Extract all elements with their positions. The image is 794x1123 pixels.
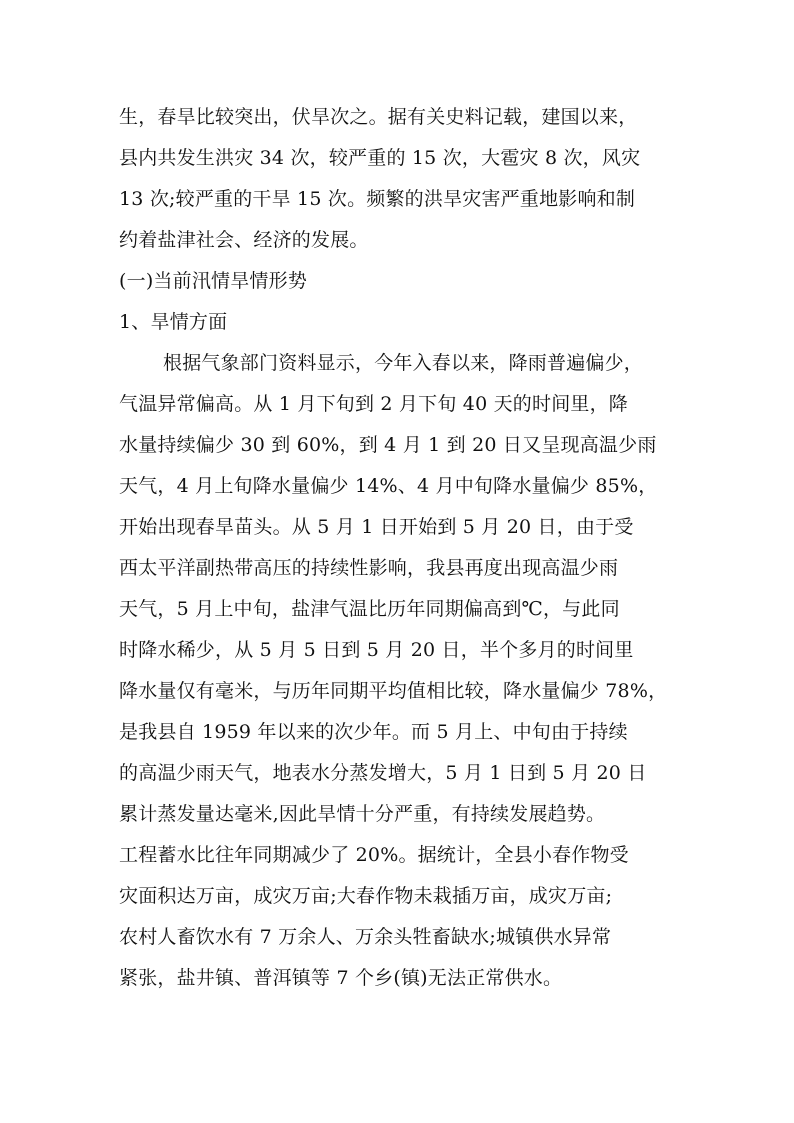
paragraph-line: 紧张，盐井镇、普洱镇等 7 个乡(镇)无法正常供水。 — [119, 967, 563, 989]
paragraph-line: 累计蒸发量达毫米,因此旱情十分严重，有持续发展趋势。 — [119, 803, 606, 825]
paragraph-line: 13 次;较严重的干旱 15 次。频繁的洪旱灾害严重地影响和制 — [119, 188, 636, 210]
document-body — [119, 97, 685, 999]
subsection-heading: 1、旱情方面 — [119, 311, 228, 333]
paragraph-line: 县内共发生洪灾 34 次，较严重的 15 次，大雹灾 8 次，风灾 — [119, 147, 641, 169]
paragraph-line: 约着盐津社会、经济的发展。 — [119, 229, 369, 251]
section-heading: (一)当前汛情旱情形势 — [119, 270, 308, 292]
paragraph-line: 的高温少雨天气，地表水分蒸发增大，5 月 1 日到 5 月 20 日 — [119, 762, 647, 784]
paragraph-line: 时降水稀少，从 5 月 5 日到 5 月 20 日，半个多月的时间里 — [119, 639, 634, 661]
paragraph-line: 天气，4 月上旬降水量偏少 14%、4 月中旬降水量偏少 85%， — [119, 475, 658, 497]
paragraph-line: 是我县自 1959 年以来的次少年。而 5 月上、中旬由于持续 — [119, 721, 628, 743]
paragraph-line: 天气，5 月上中旬，盐津气温比历年同期偏高到℃，与此同 — [119, 598, 620, 620]
paragraph-line: 灾面积达万亩，成灾万亩;大春作物未栽插万亩，成灾万亩; — [119, 885, 613, 907]
paragraph-line: 水量持续偏少 30 到 60%，到 4 月 1 到 20 日又呈现高温少雨 — [119, 434, 657, 456]
paragraph-line: 开始出现春旱苗头。从 5 月 1 日开始到 5 月 20 日，由于受 — [119, 516, 634, 538]
paragraph-line: 西太平洋副热带高压的持续性影响，我县再度出现高温少雨 — [119, 557, 619, 579]
paragraph-line: 工程蓄水比往年同期减少了 20%。据统计，全县小春作物受 — [119, 844, 629, 866]
paragraph-line: 气温异常偏高。从 1 月下旬到 2 月下旬 40 天的时间里，降 — [119, 393, 628, 415]
paragraph-line: 生，春旱比较突出，伏旱次之。据有关史料记载，建国以来， — [119, 106, 638, 128]
paragraph-line: 降水量仅有毫米，与历年同期平均值相比较，降水量偏少 78%， — [119, 680, 668, 702]
paragraph-line: 根据气象部门资料显示，今年入春以来，降雨普遍偏少， — [163, 352, 644, 374]
paragraph-line: 农村人畜饮水有 7 万余人、万余头牲畜缺水;城镇供水异常 — [119, 926, 612, 948]
